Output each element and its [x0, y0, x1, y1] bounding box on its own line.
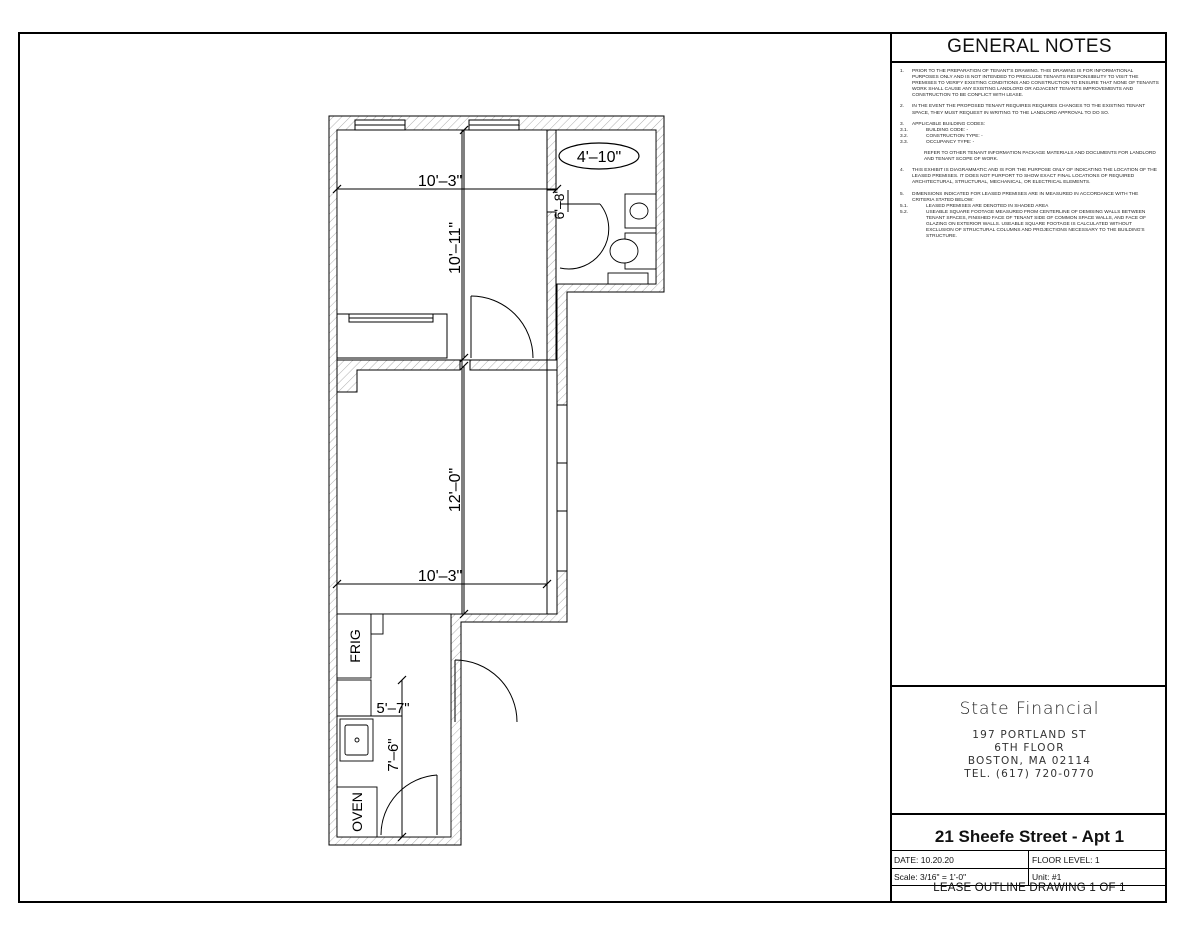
dim-bath-depth: 6'–8" — [551, 188, 567, 220]
label-frig: FRIG — [347, 629, 363, 663]
info-row-date — [892, 851, 1167, 869]
note-item: 2. IN THE EVENT THE PROPOSED TENANT REQUIRES REQUIRES CHANGES TO THE EXISTING TENANT SPACE, THEY MUST REQUEST IN WRITING TO THE LANDLORD APPROVAL TO DO SO. — [900, 104, 1146, 116]
company-name: State Financial — [959, 699, 1100, 719]
label-oven: OVEN — [349, 792, 365, 832]
dim-living-depth: 12'–0" — [447, 467, 464, 513]
note-item: 3. APPLICABLE BUILDING CODES: 3.1. BUILDING CODE: - 3.2. CONSTRUCTION TYPE: - 3.3. OCCUPANCY TYPE: - REFER TO OTHER TENANT INFORMATION PACKAGE MATERIALS AND DOCUMENTS FOR LANDLORD AND TENANT SCOPE OF WORK. — [900, 122, 1159, 164]
project-title: 21 Sheefe Street - Apt 1 — [892, 815, 1167, 851]
note-subitem: 5.2. USEABLE SQUARE FOOTAGE MEASURED FROM CENTERLINE OF DEMISING WALLS BETWEEN TENANT SPACES, FINISHED FACE OF TENANT SIDE OF COMMON SPACE WALLS, AND FACE OF GLAZING ON EXTERIOR WALLS. USEABLE SQUARE FOOTAGE IS CALCULATED WITHOUT EXCLUSION OF STRUCTURAL COLUMNS AND PROJECTIONS NECESSARY TO THE BUILDING'S STRUCTURE. — [900, 209, 1147, 240]
dim-bath-width: 4'–10" — [576, 149, 622, 166]
general-notes — [892, 63, 1167, 240]
company-address: 197 PORTLAND ST 6TH FLOOR BOSTON, MA 02114 TEL. (617) 720-0770 — [964, 729, 1095, 780]
note-subitem: 3.1. BUILDING CODE: - — [900, 127, 969, 133]
bedroom-closet — [337, 314, 447, 358]
note-subitem: 3.2. CONSTRUCTION TYPE: - — [900, 133, 983, 139]
note-item: 4. THIS EXHIBIT IS DIAGRAMMATIC AND IS FOR THE PURPOSE ONLY OF INDICATING THE LOCATION OF THE LEASED PREMISES. IT DOES NOT PURPORT TO SHOW EXACT FINAL LOCATIONS OF REQUIRED ARCHITECTURAL, STRUCTURAL, MECHANICAL, OR ELECTRICAL ELEMENTS. — [900, 168, 1157, 186]
date-value: DATE: 10.20.20 — [894, 851, 1029, 868]
company-block — [892, 685, 1167, 815]
dim-living-width: 10'–3" — [417, 568, 463, 585]
dim-bedroom-width: 10'–3" — [417, 173, 463, 190]
dim-kitchen-width: 5'–7" — [376, 700, 410, 717]
unit-value: Unit: #1 — [1032, 872, 1062, 882]
note-subitem: 5.1. LEASED PREMISES ARE DENOTED IN SHADED AREA — [900, 203, 1049, 209]
note-subitem: 3.3. OCCUPANCY TYPE: - — [900, 139, 975, 145]
sheet-label: LEASE OUTLINE DRAWING 1 OF 1 — [933, 882, 1126, 894]
title-block — [890, 32, 1167, 903]
general-notes-heading: GENERAL NOTES — [892, 32, 1167, 63]
note-item: 1. PRIOR TO THE PREPARATION OF TENANT'S DRAWING. THIS DRAWING IS FOR INFORMATIONAL PURPOSES ONLY AND IS NOT INTENDED TO PRECLUDE TENANTS RESPONSIBILITY TO VISIT THE PREMISES TO VERIFY EXISTING CONDITIONS AND CONSTRUCTION TO ENSURE THAT NONE OF TENANTS WORK SHALL CAUSE ANY EXISTING LANDLORD OR ADJACENT TENANTS IMPROVEMENTS AND CONSTRUCTION TO BE CONFLICT WITH LEASE. — [900, 69, 1159, 99]
dim-bedroom-depth: 10'–11" — [447, 221, 464, 275]
floor-level-value: FLOOR LEVEL: 1 — [1032, 855, 1100, 865]
note-item: 5. DIMENSIONS INDICATED FOR LEASED PREMISES ARE IN MEASURED IN ACCORDANCE WITH THE CRITERIA STATED BELOW: 5.1. LEASED PREMISES ARE DENOTED IN SHADED AREA 5.2. USEABLE SQUARE FOOTAGE MEASURED FROM CENTERLINE OF DEMISING WALLS BETWEEN TENANT SPACES, FINISHED FACE OF TENANT SIDE OF COMMON SPACE WALLS, AND FACE OF GLAZING ON EXTERIOR WALLS. USEABLE SQUARE FOOTAGE IS CALCULATED WITHOUT EXCLUSION OF STRUCTURAL COLUMNS AND PROJECTIONS NECESSARY TO THE BUILDING'S STRUCTURE. — [900, 192, 1159, 241]
dim-kitchen-depth: 7'–6" — [385, 738, 402, 772]
scale-value: Scale: 3/16" = 1'-0" — [894, 868, 1029, 885]
